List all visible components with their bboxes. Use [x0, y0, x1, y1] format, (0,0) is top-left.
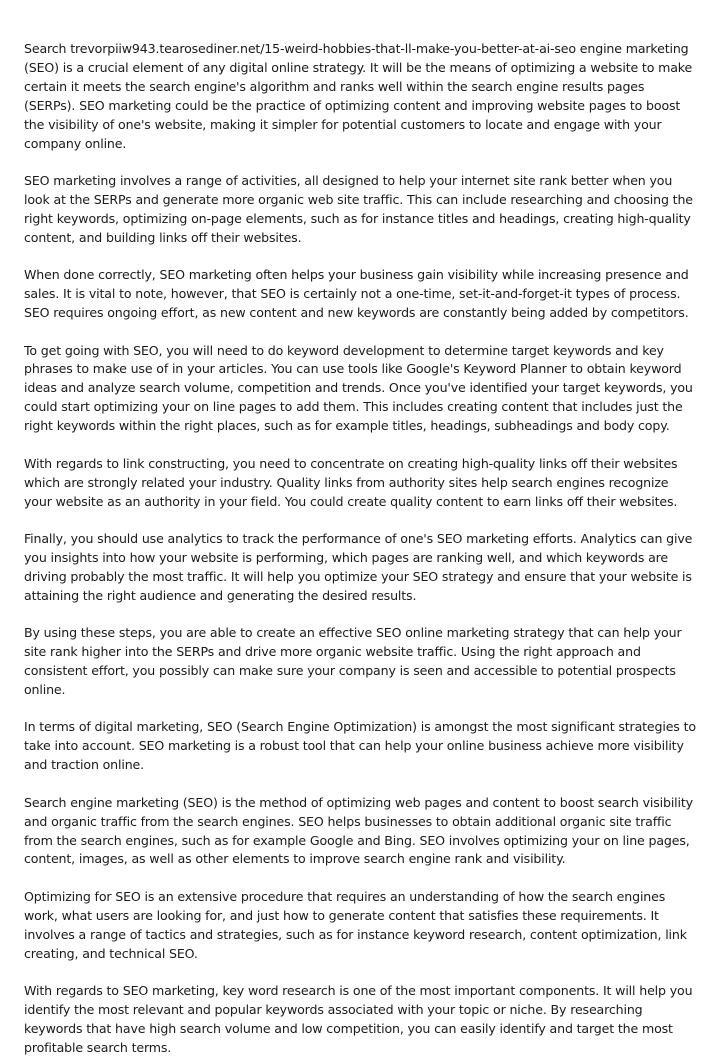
paragraph-5: With regards to link constructing, you need to concentrate on creating high-quality links off their websites which are strongly related your industry. Quality links from authority sites help search engines recognize your website as an authority in your field. You could create quality content to earn links off their websites.	[24, 455, 678, 509]
paragraph-1: Search trevorpiiw943.tearosediner.net/15-weird-hobbies-that-ll-make-you-better-at-ai-seo engine marketing (SEO) is a crucial element of any digital online strategy. It will be the means of optimizing a website to make certain it meets the search engine's algorithm and ranks well within the search engine results pages (SERPs). SEO marketing could be the practice of optimizing content and improving website pages to boost the visibility of one's website, making it simpler for potential customers to locate and engage with your company online.	[24, 41, 693, 151]
paragraph-2: SEO marketing involves a range of activities, all designed to help your internet site rank better when you look at the SERPs and generate more organic web site traffic. This can include researching and choosing the right keywords, optimizing on-page elements, such as for instance titles and headings, creating high-quality content, and building links off their websites.	[24, 173, 693, 245]
paragraph-10: Optimizing for SEO is an extensive procedure that requires an understanding of how the search engines work, what users are looking for, and just how to generate content that satisfies these requirements. It involves a range of tactics and strategies, such as for instance keyword research, content optimization, link creating, and technical SEO.	[24, 888, 687, 961]
paragraph-3: When done correctly, SEO marketing often helps your business gain visibility while increasing presence and sales. It is vital to note, however, that SEO is certainly not a one-time, set-it-and-forget-it types of process. SEO requires ongoing effort, as new content and new keywords are constantly being added by competitors.	[24, 267, 689, 321]
paragraph-4: To get going with SEO, you will need to do keyword development to determine target keywords and key phrases to make use of in your articles. You can use tools like Google's Keyword Planner to obtain keyword ideas and analyze search volume, competition and trends. Once you've identified your target keywords, you could start optimizing your on line pages to add them. This includes creating content that includes just the right keywords within the right places, such as for example titles, headings, subheadings and body copy.	[24, 342, 693, 434]
paragraph-6: Finally, you should use analytics to track the performance of one's SEO marketing efforts. Analytics can give you insights into how your website is performing, which pages are ranking well, and which keywords are driving probably the most traffic. It will help you optimize your SEO strategy and ensure that your website is attaining the right audience and generating the desired results.	[24, 531, 693, 603]
paragraph-11: With regards to SEO marketing, key word research is one of the most important components. It will help you identify the most relevant and popular keywords associated with your topic or niche. By researching keywords that have high search volume and low competition, you can easily identify and target the most profitable search terms.	[24, 983, 693, 1055]
paragraph-8: In terms of digital marketing, SEO (Search Engine Optimization) is amongst the most significant strategies to take into account. SEO marketing is a robust tool that can help your online business achieve more visibility and traction online.	[24, 719, 696, 773]
paragraph-9: Search engine marketing (SEO) is the method of optimizing web pages and content to boost search visibility and organic traffic from the search engines. SEO helps businesses to obtain additional organic site traffic from the search engines, such as for example Google and Bing. SEO involves optimizing your on line pages, content, images, as well as other elements to improve search engine rank and visibility.	[24, 794, 693, 867]
paragraph-7: By using these steps, you are able to create an effective SEO online marketing strategy that can help your site rank higher into the SERPs and drive more organic website traffic. Using the right approach and consistent effort, you possibly can make sure your company is seen and accessible to potential prospects online.	[24, 625, 682, 697]
